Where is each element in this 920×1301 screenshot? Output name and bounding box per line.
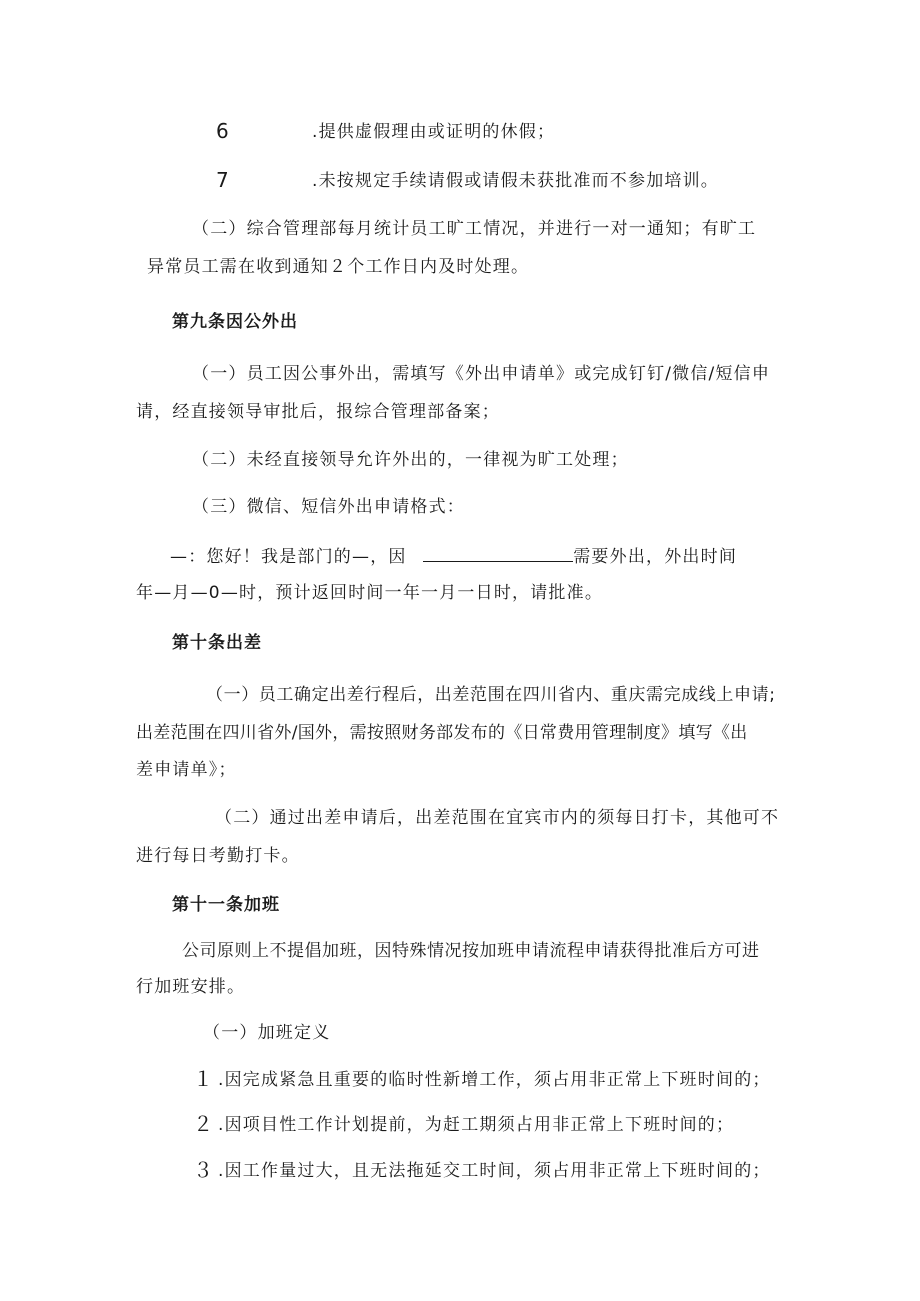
paragraph-line: 公司原则上不提倡加班，因特殊情况按加班申请流程申请获得批准后方可进 xyxy=(182,941,760,961)
paragraph-line: （二）未经直接领导允许外出的，一律视为旷工处理； xyxy=(192,450,629,470)
template-text: —：您好！我是部门的—，因 xyxy=(170,547,407,567)
paragraph-line: 出差范围在四川省外/国外，需按照财务部发布的《日常费用管理制度》填写《出 xyxy=(136,723,748,743)
paragraph-line: 行加班安排。 xyxy=(136,977,246,997)
paragraph-line: （二）通过出差申请后，出差范围在宜宾市内的须每日打卡，其他可不 xyxy=(215,808,780,828)
paragraph-line: 差申请单》； xyxy=(136,760,237,780)
paragraph-line: （二）综合管理部每月统计员工旷工情况，并进行一对一通知；有旷工 xyxy=(192,219,757,239)
paragraph-line: 请，经直接领导审批后，报综合管理部备案； xyxy=(136,402,500,422)
paragraph-line: （三）微信、短信外出申请格式： xyxy=(192,497,465,517)
subsection-heading: （一）加班定义 xyxy=(203,1023,331,1043)
list-item-text: .因工作量过大，且无法拖延交工时间，须占用非正常上下班时间的； xyxy=(218,1161,771,1181)
list-item-text: .因项目性工作计划提前，为赶工期须占用非正常上下班时间的； xyxy=(218,1115,735,1135)
list-item-text: .未按规定手续请假或请假未获批准而不参加培训。 xyxy=(312,171,720,191)
list-number: 6 xyxy=(216,119,229,143)
paragraph-line: （一）员工确定出差行程后，出差范围在四川省内、重庆需完成线上申请; xyxy=(206,685,776,705)
template-line: 年—月—0—时，预计返回时间一年一月一日时，请批准。 xyxy=(136,583,604,603)
list-number: 7 xyxy=(216,168,229,192)
paragraph-line: （一）员工因公事外出，需填写《外出申请单》或完成钉钉/微信/短信申 xyxy=(192,364,771,384)
section-heading: 第九条因公外出 xyxy=(172,312,298,332)
list-number: １ xyxy=(193,1067,213,1091)
list-item-text: .提供虚假理由或证明的休假； xyxy=(312,122,556,142)
template-text: 需要外出，外出时间 xyxy=(573,547,738,567)
paragraph-line: 异常员工需在收到通知２个工作日内及时处理。 xyxy=(147,257,530,277)
template-line xyxy=(170,545,737,568)
section-heading: 第十一条加班 xyxy=(172,895,280,915)
list-number: ２ xyxy=(193,1112,213,1136)
list-number: ３ xyxy=(193,1158,213,1182)
list-item-text: .因完成紧急且重要的临时性新增工作，须占用非正常上下班时间的； xyxy=(218,1070,771,1090)
paragraph-line: 进行每日考勤打卡。 xyxy=(136,846,300,866)
fill-blank xyxy=(423,545,573,562)
section-heading: 第十条出差 xyxy=(172,633,262,653)
